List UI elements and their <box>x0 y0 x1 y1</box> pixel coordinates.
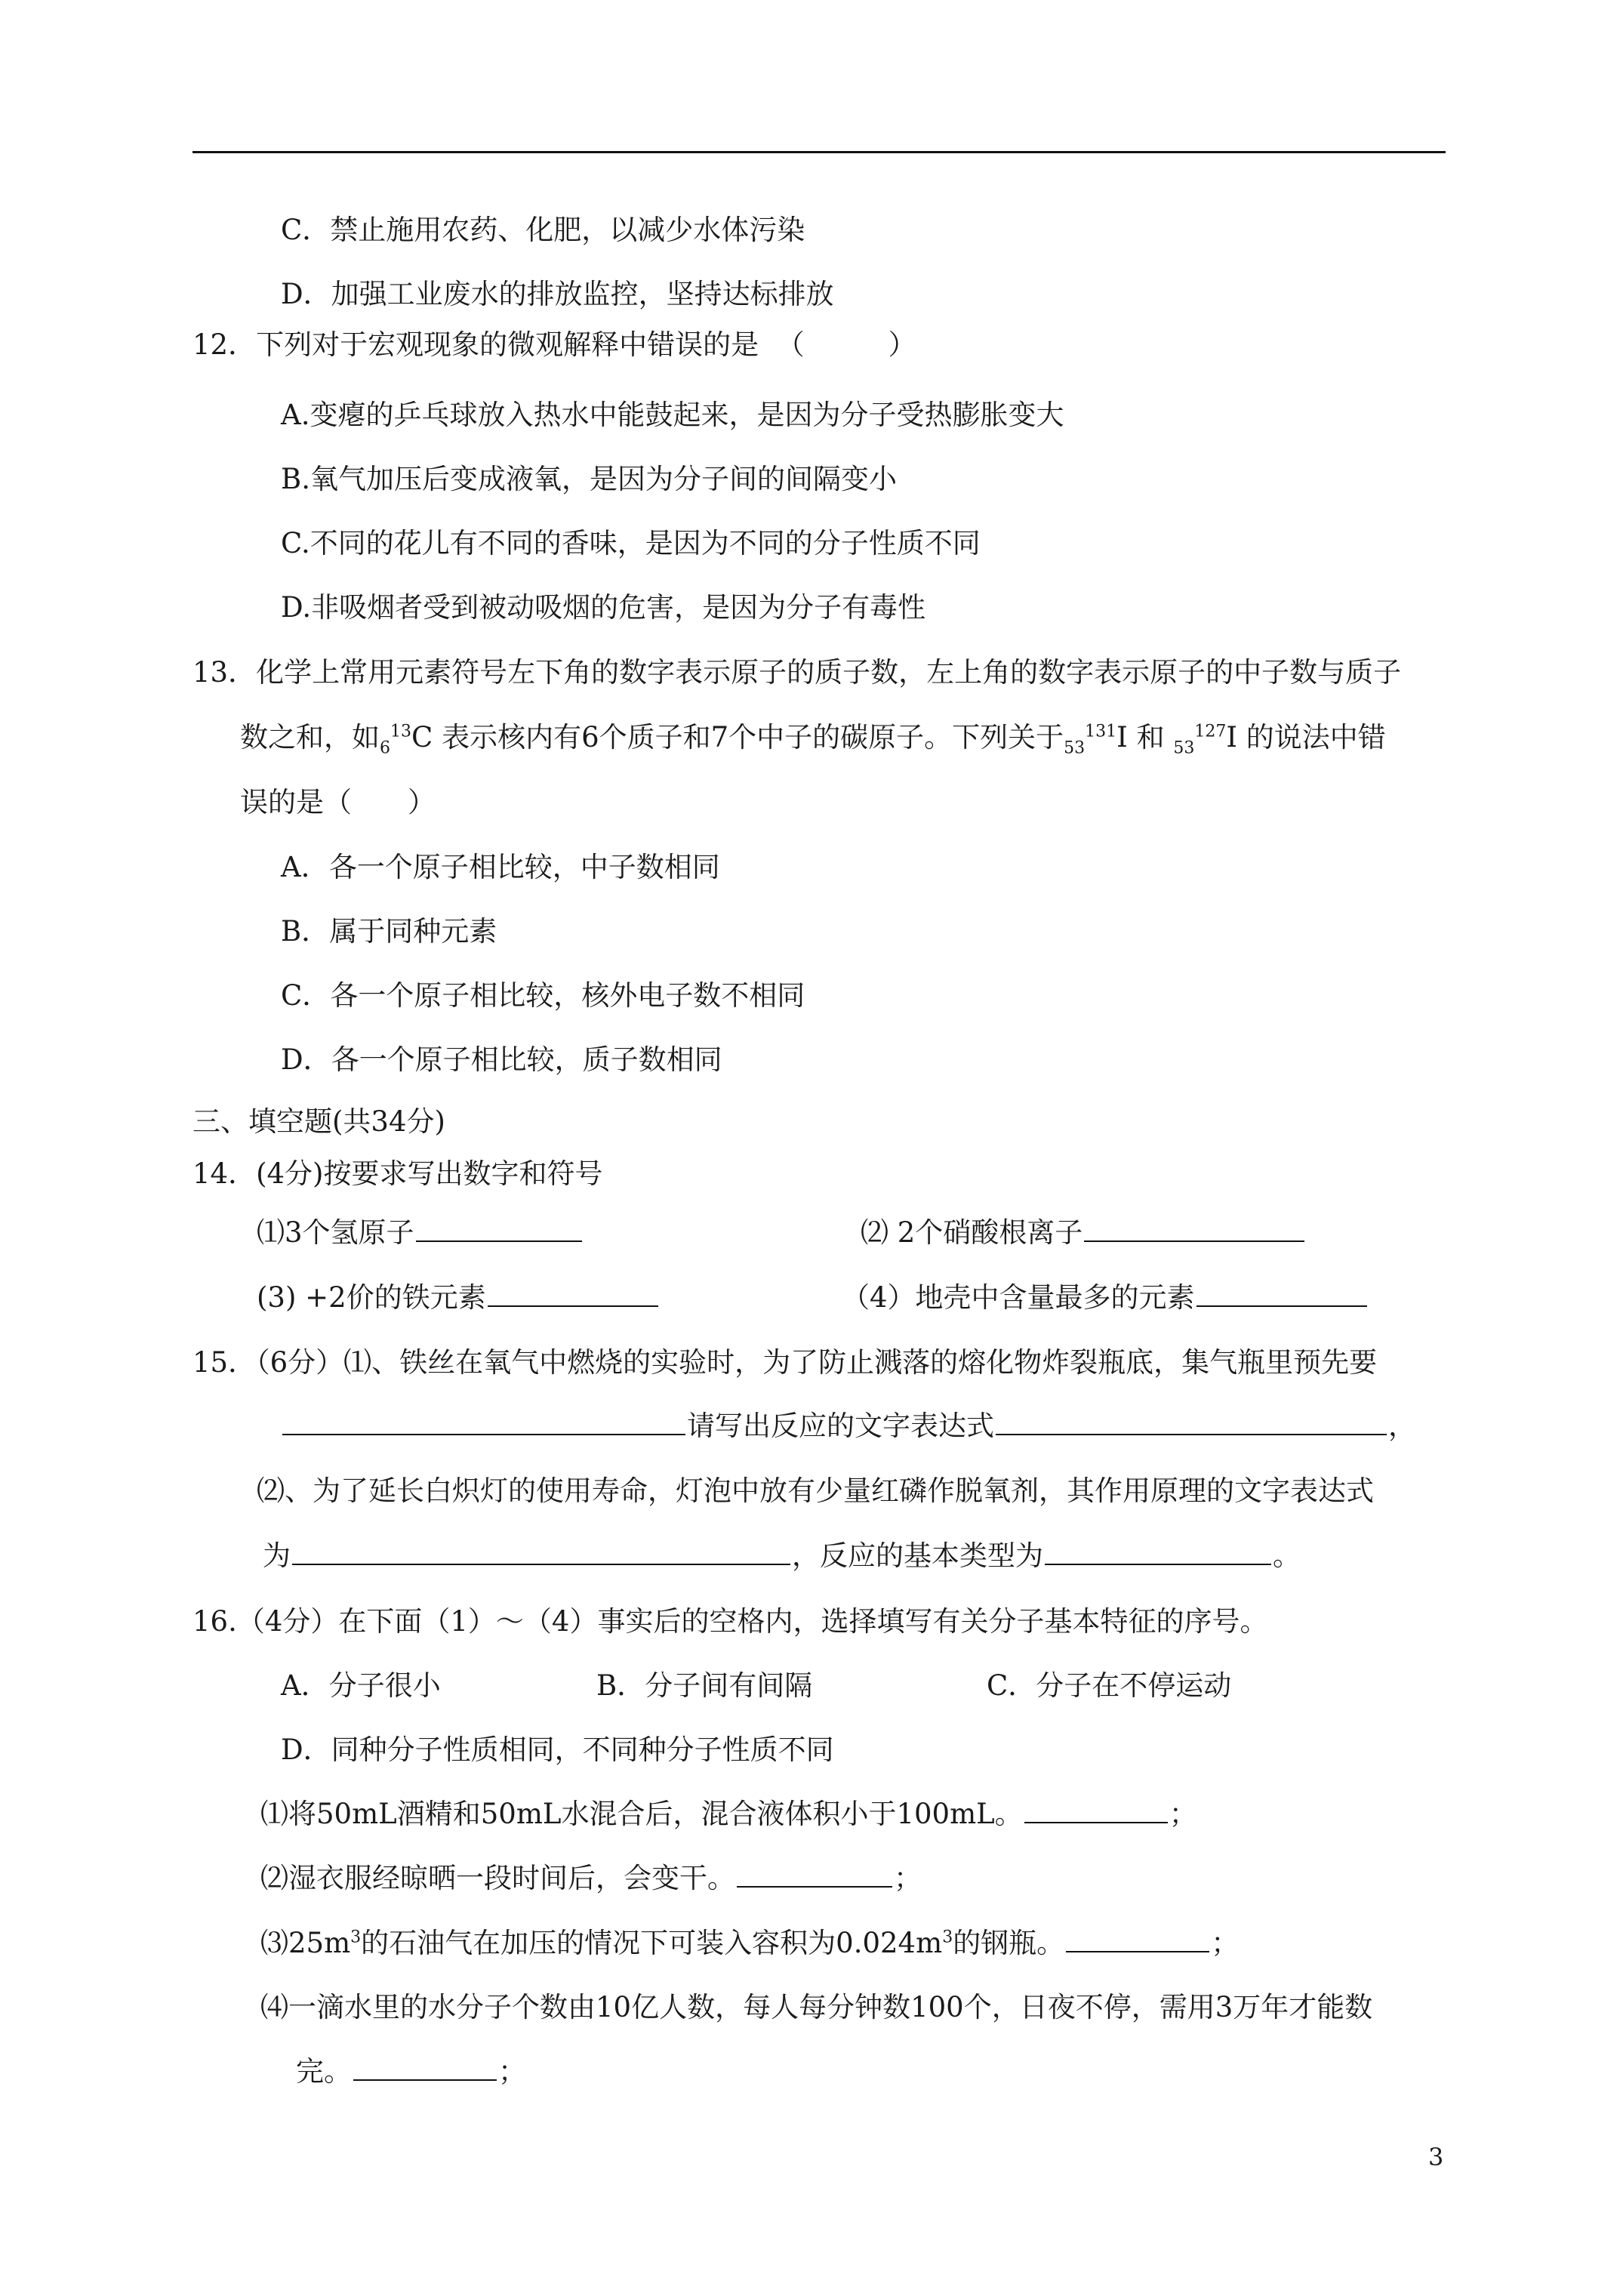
isotope-i131-mass: 131 <box>1085 722 1117 741</box>
q14-part-1: ⑴3个氢原子 <box>257 1214 584 1252</box>
q15-line-2: 请写出反应的文字表达式 ， <box>281 1407 1416 1445</box>
q16-stem: 16.（4分）在下面（1）～（4）事实后的空格内，选择填写有关分子基本特征的序号。 <box>192 1605 1268 1638</box>
q12-option-b: B.氧气加压后变成液氧，是因为分子间的间隔变小 <box>281 463 897 495</box>
isotope-c-mass: 13 <box>390 722 411 741</box>
answer-blank[interactable] <box>1066 1925 1209 1952</box>
answer-blank[interactable] <box>1024 1796 1168 1823</box>
answer-blank[interactable] <box>282 1408 685 1435</box>
q11-option-d: D．加强工业废水的排放监控，坚持达标排放 <box>281 278 834 310</box>
q16-option-c: C．分子在不停运动 <box>987 1669 1232 1702</box>
isotope-c-proton: 6 <box>380 738 390 758</box>
answer-blank[interactable] <box>416 1215 582 1242</box>
q13-line-2: 数之和，如$_6^{13}$C 表示核内有6个质子和7个中子的碳原子。下列关于$_{53}^{131}$I 和 $_{53}^{127}$I 的说法中错 <box>240 721 1386 758</box>
answer-blank[interactable] <box>1084 1215 1304 1242</box>
q15-line-3: ⑵、为了延长白炽灯的使用寿命，灯泡中放有少量红磷作脱氧剂，其作用原理的文字表达式 <box>257 1475 1374 1507</box>
q13-option-a: A．各一个原子相比较，中子数相同 <box>281 851 720 883</box>
q14-stem: 14．(4分)按要求写出数字和符号 <box>192 1157 603 1190</box>
section-3-heading: 三、填空题(共34分) <box>192 1105 445 1138</box>
q15-line-4: 为 ，反应的基本类型为 。 <box>263 1539 1301 1572</box>
page-number: 3 <box>1428 2143 1444 2171</box>
q14-part-3: (3) +2价的铁元素 <box>257 1279 660 1317</box>
q11-option-c: C．禁止施用农药、化肥，以减少水体污染 <box>281 214 805 246</box>
q15-line-1: 15．（6分）⑴、铁丝在氧气中燃烧的实验时，为了防止溅落的熔化物炸裂瓶底，集气瓶里预先要 <box>192 1346 1378 1379</box>
answer-blank[interactable] <box>292 1538 790 1565</box>
isotope-i127-proton: 53 <box>1173 738 1195 758</box>
q13-line-1: 13．化学上常用元素符号左下角的数字表示原子的质子数，左上角的数字表示原子的中子数与质子 <box>192 656 1402 689</box>
q13-option-d: D．各一个原子相比较，质子数相同 <box>281 1043 722 1076</box>
q14-part-2: ⑵ 2个硝酸根离子 <box>861 1214 1306 1252</box>
answer-blank[interactable] <box>996 1408 1387 1435</box>
q16-statement-2: ⑵湿衣服经晾晒一段时间后，会变干。 ； <box>260 1862 922 1894</box>
isotope-i131-proton: 53 <box>1064 738 1086 758</box>
q12-stem: 12．下列对于宏观现象的微观解释中错误的是 （ ） <box>192 328 916 361</box>
q12-option-a: A.变瘪的乒乓球放入热水中能鼓起来，是因为分子受热膨胀变大 <box>281 399 1064 431</box>
answer-blank[interactable] <box>737 1860 892 1888</box>
q16-option-b: B．分子间有间隔 <box>596 1669 813 1702</box>
header-rule <box>192 151 1446 153</box>
q16-statement-1: ⑴将50mL酒精和50mL水混合后，混合液体积小于100mL。 ； <box>260 1798 1197 1830</box>
q13-option-c: C．各一个原子相比较，核外电子数不相同 <box>281 979 805 1012</box>
answer-blank[interactable] <box>488 1280 658 1307</box>
q16-option-a: A．分子很小 <box>281 1669 441 1702</box>
answer-blank[interactable] <box>353 2054 497 2081</box>
q14-part-4: （4）地壳中含量最多的元素 <box>842 1279 1369 1317</box>
answer-paren: （ ） <box>776 328 916 361</box>
q16-statement-3: $⑶25m^3$的石油气在加压的情况下可装入容积为$0.024m^3$的钢瓶。 ； <box>260 1927 1240 1959</box>
q13-option-b: B．属于同种元素 <box>281 915 497 948</box>
q12-option-d: D.非吸烟者受到被动吸烟的危害，是因为分子有毒性 <box>281 591 926 624</box>
isotope-i127-mass: 127 <box>1194 722 1227 741</box>
q16-statement-4-cont: 完。 ； <box>296 2055 526 2088</box>
q13-line-3: 误的是（ ） <box>240 786 436 818</box>
answer-blank[interactable] <box>1196 1280 1367 1307</box>
q12-option-c: C.不同的花儿有不同的香味，是因为不同的分子性质不同 <box>281 527 981 559</box>
q16-statement-4: ⑷一滴水里的水分子个数由10亿人数，每人每分钟数100个，日夜不停，需用3万年才能数 <box>260 1991 1373 2023</box>
q16-option-d: D．同种分子性质相同，不同种分子性质不同 <box>281 1734 834 1766</box>
answer-blank[interactable] <box>1045 1538 1271 1565</box>
